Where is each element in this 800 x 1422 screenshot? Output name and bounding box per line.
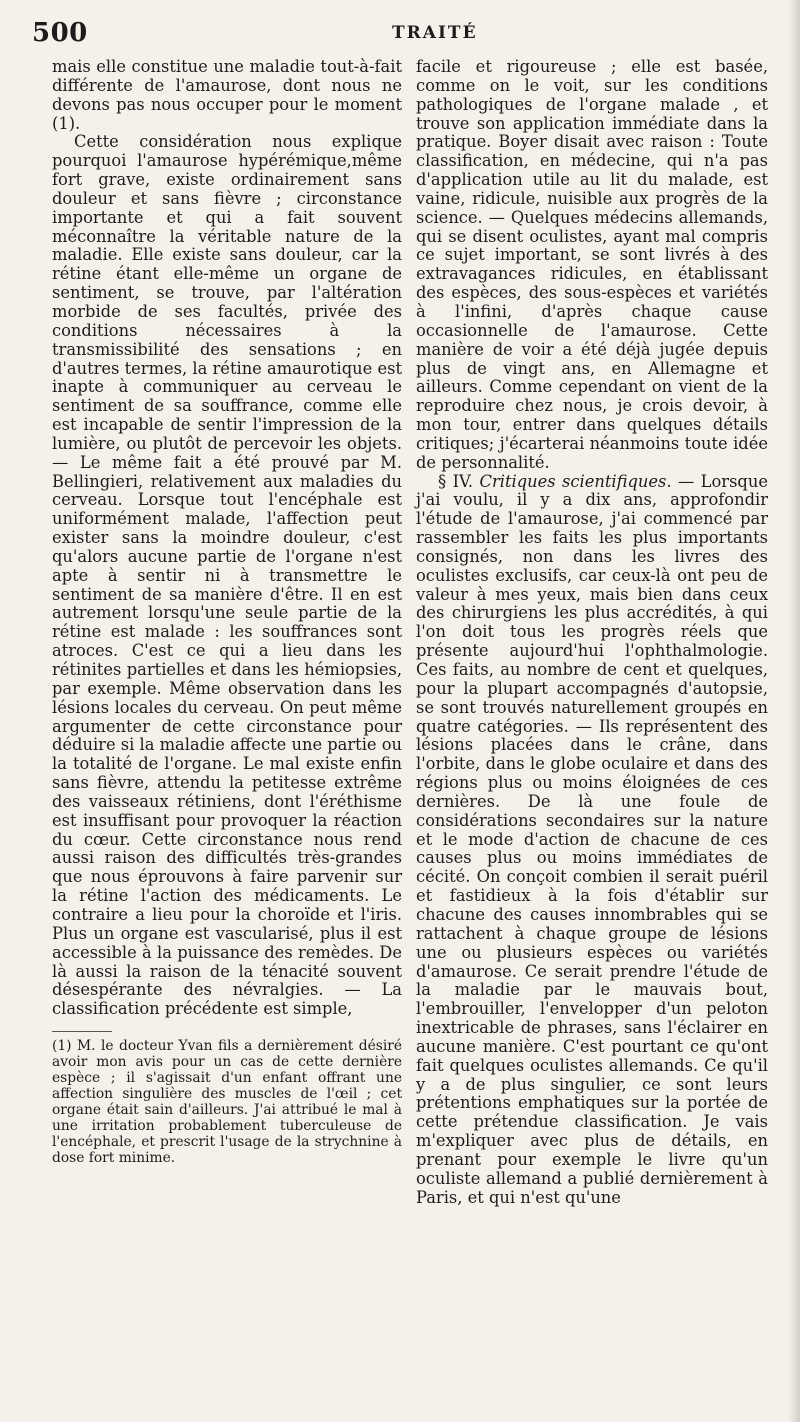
running-head xyxy=(32,18,770,52)
footnote-rule xyxy=(52,1031,112,1032)
section-paragraph xyxy=(416,473,768,1208)
left-column xyxy=(52,58,402,1166)
footnote: (1) M. le docteur Yvan fils a dernièrement désiré avoir mon avis pour un cas de cette dernière espèce ; il s'agissait d'un enfant offrant une affection singulière des muscles de l'œil ; cet organe était sain d'ailleurs. J'ai attribué le mal à une irritation probablement tuberculeuse de l'encéphale, et prescrit l'usage de la strychnine à dose fort minime. xyxy=(52,1038,402,1167)
page-edge-shadow xyxy=(788,0,800,1422)
section-mark: § IV. xyxy=(438,471,474,491)
section-body: — Lorsque j'ai voulu, il y a dix ans, approfondir l'étude de l'amaurose, j'ai commencé par rassembler les faits les plus importants consignés, non dans les livres des oculistes exclusifs, car ceux-là ont peu de valeur à mes yeux, mais bien dans ceux des chirurgiens les plus accrédités, à qui l'on doit tous les progrès réels que présente aujourd'hui l'ophthalmologie. Ces faits, au nombre de cent et quelques, pour la plupart accompagnés d'autopsie, se sont trouvés naturellement groupés en quatre catégories. — Ils représentent des lésions placées dans le crâne, dans l'orbite, dans le globe oculaire et dans des régions plus ou moins éloignées de ces dernières. De là une foule de considérations secondaires sur la nature et le mode d'action de chacune de ces causes plus ou moins immédiates de cécité. On conçoit combien il serait puéril et fastidieux à la fois d'établir sur chacune des causes innombrables qui se rattachent à chaque groupe de lésions une ou plusieurs espèces ou variétés d'amaurose. Ce serait prendre l'étude de la maladie par le mauvais bout, l'embrouiller, l'envelopper d'un peloton inextricable de phrases, sans l'éclairer en aucune manière. C'est pourtant ce qu'ont fait quelques oculistes allemands. Ce qu'il y a de plus singulier, ce sont leurs prétentions emphatiques sur la portée de cette prétendue classification. Je vais m'expliquer avec plus de détails, en prenant pour exemple le livre qu'un oculiste allemand a publié dernièrement à Paris, et qui n'est qu'une xyxy=(416,471,768,1207)
page-number: 500 xyxy=(32,18,88,48)
running-title: TRAITÉ xyxy=(392,23,478,43)
paragraph-continued: mais elle constitue une maladie tout-à-fait différente de l'amaurose, dont nous ne devons pas nous occuper pour le moment (1). xyxy=(52,57,402,133)
paragraph-body: Cette considération nous explique pourquoi l'amaurose hypérémique,même fort grave, existe ordinairement sans douleur et sans fièvre ; circonstance importante et qui a fait souvent méconnaître la véritable nature de la maladie. Elle existe sans douleur, car la rétine étant elle-même un organe de sentiment, se trouve, par l'altération morbide de ses facultés, privée des conditions nécessaires à la transmissibilité des sensations ; en d'autres termes, la rétine amaurotique est inapte à communiquer au cerveau le sentiment de sa souffrance, comme elle est incapable de sentir l'impression de la lumière, ou plutôt de percevoir les objets. — Le même fait a été prouvé par M. Bellingieri, relativement aux maladies du cerveau. Lorsque tout l'encéphale est uniformément malade, l'affection peut exister sans la moindre douleur, c'est qu'alors aucune partie de l'organe n'est apte à sentir ni à transmettre le sentiment de sa manière d'être. Il en est autrement lorsqu'une seule partie de la rétine est malade : les souffrances sont atroces. C'est ce qui a lieu dans les rétinites partielles et dans les hémiopsies, par exemple. Même observation dans les lésions locales du cerveau. On peut même argumenter de cette circonstance pour déduire si la maladie affecte une partie ou la totalité de l'organe. Le mal existe enfin sans fièvre, attendu la petitesse extrême des vaisseaux rétiniens, dont l'éréthisme est insuffisant pour provoquer la réaction du cœur. Cette circonstance nous rend aussi raison des difficultés très-grandes que nous éprouvons à faire parvenir sur la rétine l'action des médicaments. Le contraire a lieu pour la choroïde et l'iris. Plus un organe est vascularisé, plus il est accessible à la puissance des remèdes. De là aussi la raison de la ténacité souvent désespérante des névralgies. — La classification précédente est simple, xyxy=(52,132,403,1019)
paragraph-continued: facile et rigoureuse ; elle est basée, comme on le voit, sur les conditions pathologiques de l'organe malade , et trouve son application immédiate dans la pratique. Boyer disait avec raison : Toute classification, en médecine, qui n'a pas d'application utile au lit du malade, est vaine, ridicule, nuisible aux progrès de la science. — Quelques médecins allemands, qui se disent oculistes, ayant mal compris ce sujet important, se sont livrés à des extravagances ridicules, en établissant des espèces, des sous-espèces et variétés à l'infini, d'après chaque cause occasionnelle de l'amaurose. Cette manière de voir a été déjà jugée depuis plus de vingt ans, en Allemagne et ailleurs. Comme cependant on vient de la reproduire chez nous, je crois devoir, à mon tour, entrer dans quelques détails critiques; j'écarterai néanmoins toute idée de personnalité. xyxy=(416,57,768,472)
right-column xyxy=(416,58,768,1207)
section-title: Critiques scientifiques. xyxy=(479,471,672,491)
